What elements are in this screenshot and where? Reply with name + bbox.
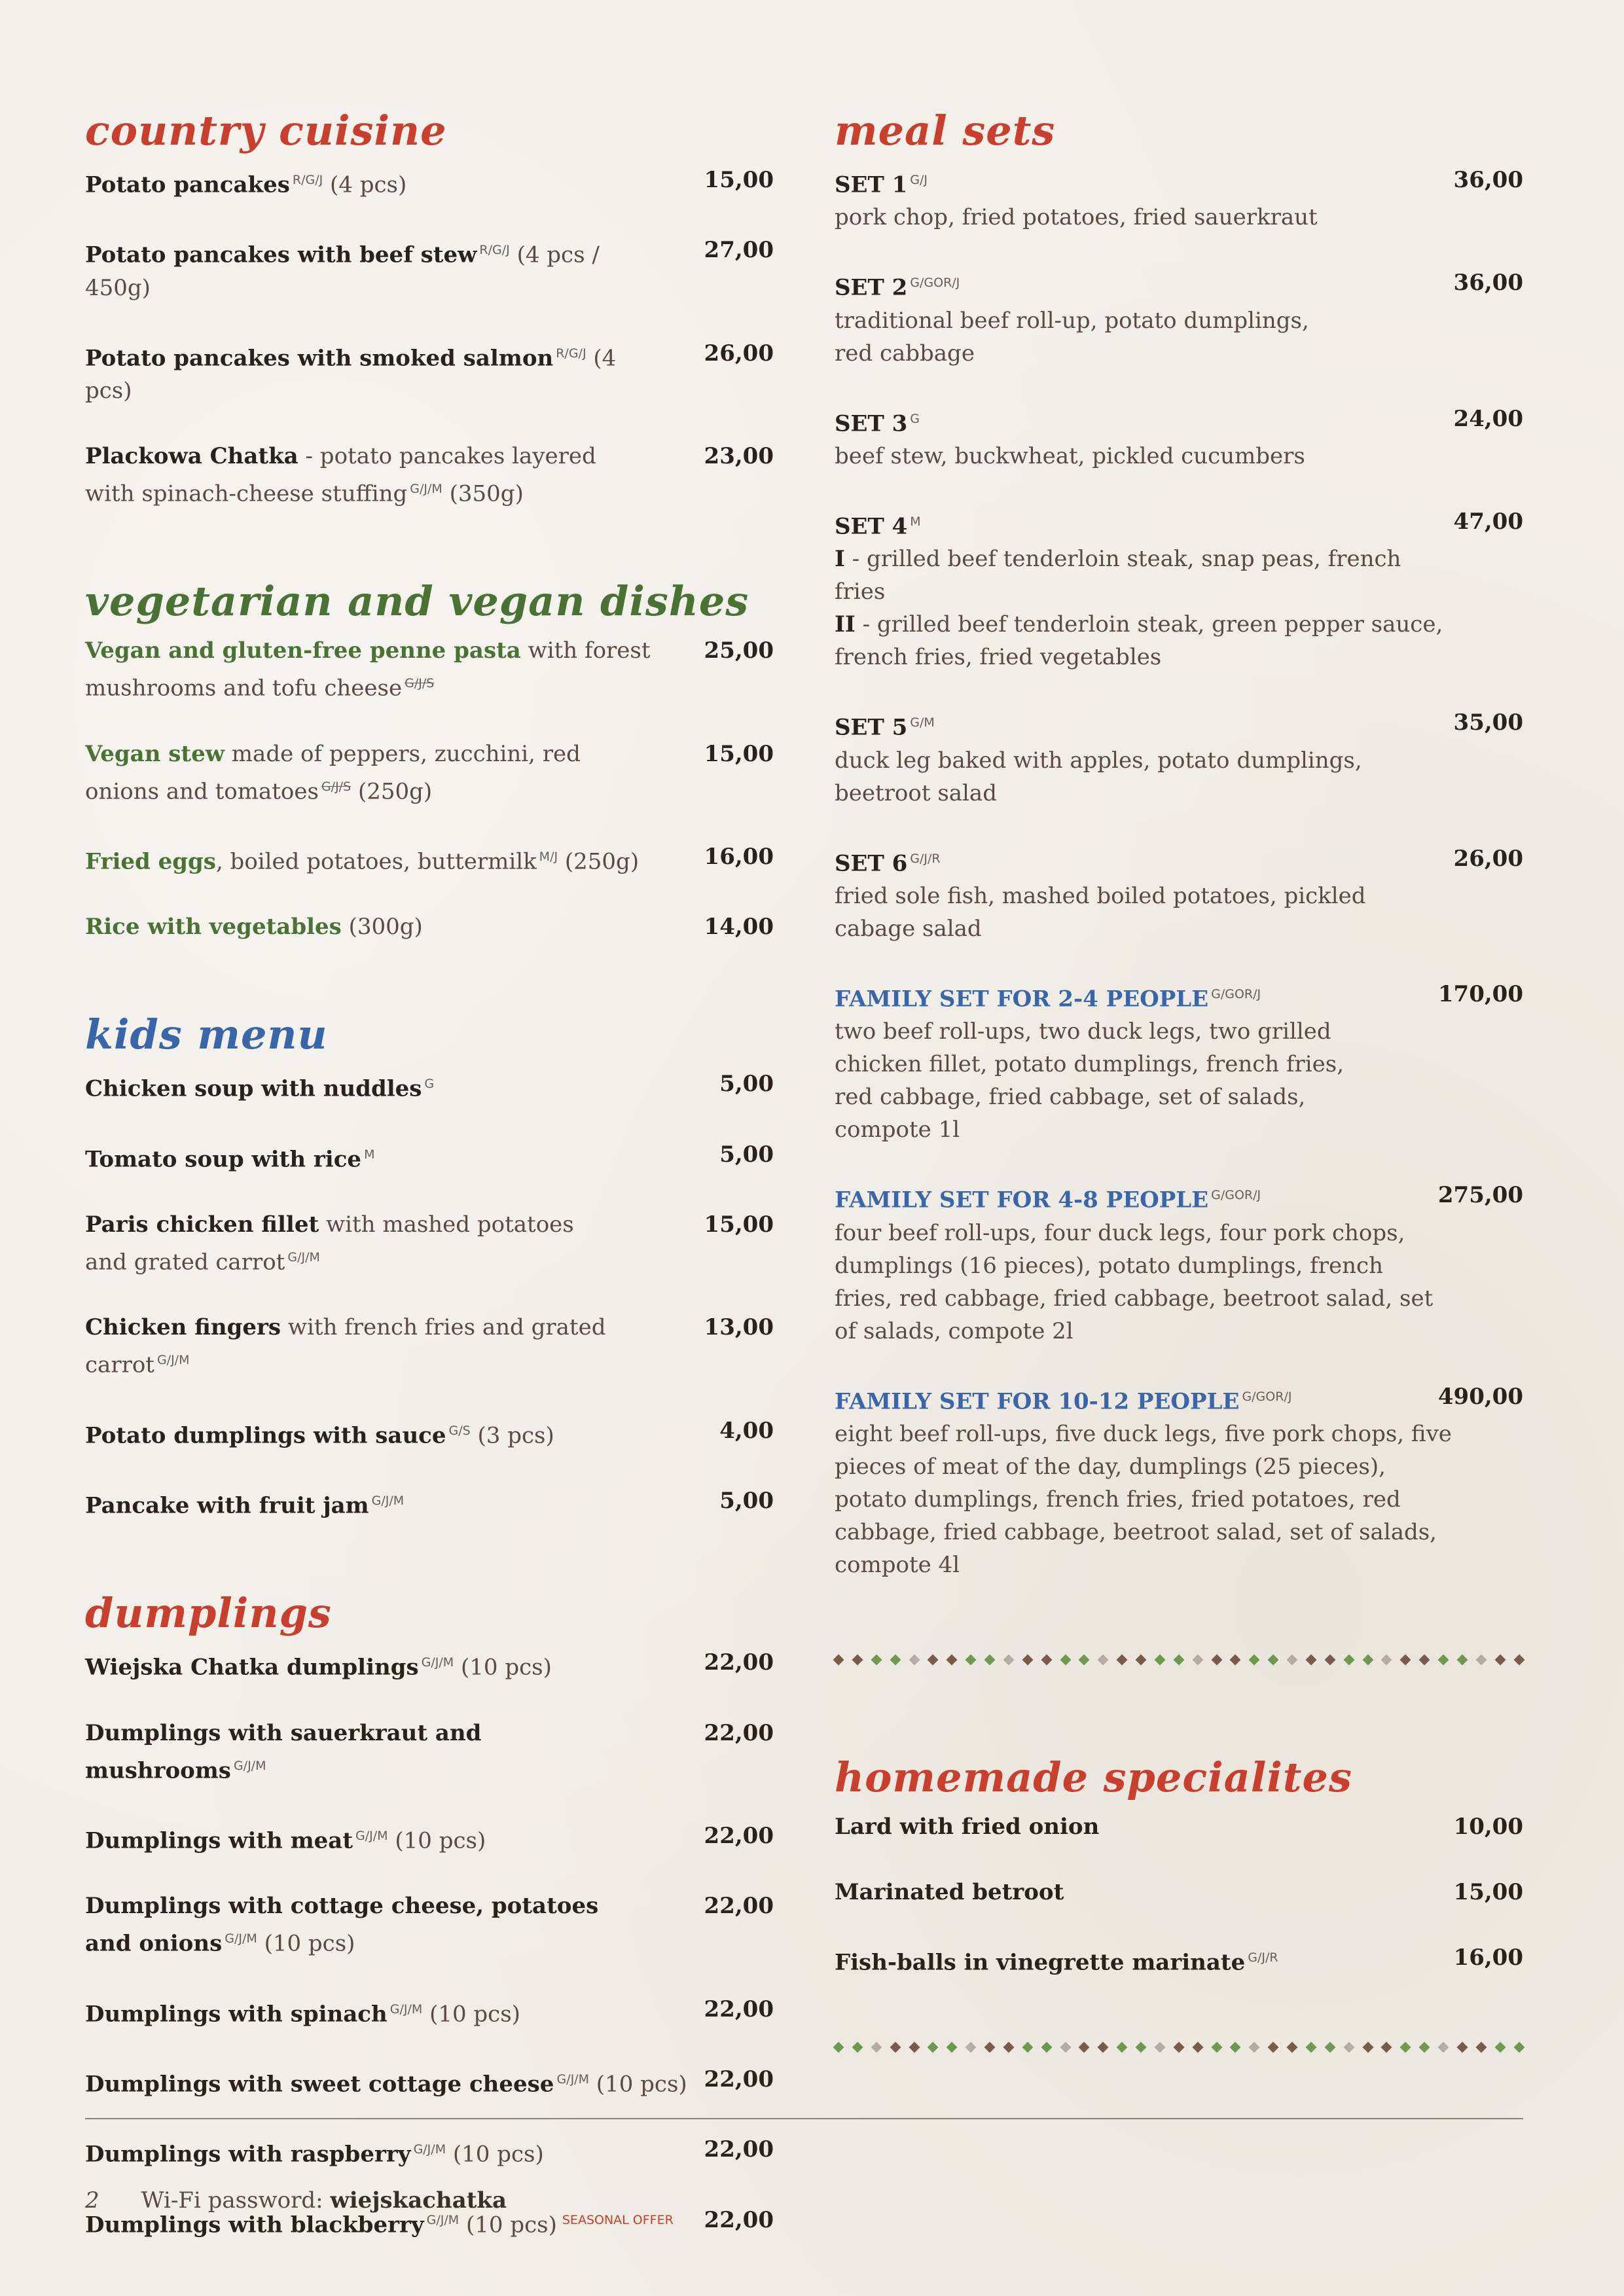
diamond-ornament <box>871 1654 882 1665</box>
item-qty: (4 pcs) <box>85 344 617 404</box>
item-price: 22,00 <box>704 1893 774 1920</box>
diamond-ornament <box>1079 2042 1090 2053</box>
section-title-meal-sets: meal sets <box>835 107 1056 154</box>
item-qty: (10 pcs) <box>466 2211 557 2238</box>
menu-item <box>85 1646 774 1683</box>
family-set-item <box>835 978 1523 1146</box>
item-name: Potato dumplings with sauce <box>85 1422 446 1448</box>
seasonal-offer-badge: SEASONAL OFFER <box>562 2212 674 2227</box>
item-price: 170,00 <box>1437 980 1523 1007</box>
item-desc-option-2: - grilled beef tenderloin steak, green pepper sauce, french fries, fried vegetables <box>835 611 1443 671</box>
allergens: G/GOR/J <box>1211 1188 1261 1203</box>
item-name: SET 4 <box>835 513 908 540</box>
allergens: R/G/J <box>479 243 510 258</box>
meal-set-item <box>835 706 1523 809</box>
diamond-ornament <box>1173 2042 1184 2053</box>
section-title-vegetarian: vegetarian and vegan dishes <box>85 577 749 626</box>
diamond-ornament <box>833 1654 844 1665</box>
item-price: 22,00 <box>704 2206 774 2233</box>
diamond-ornament <box>833 2042 844 2053</box>
item-price: 47,00 <box>1453 508 1523 535</box>
diamond-ornament <box>1230 2042 1241 2053</box>
family-set-item <box>835 1179 1523 1347</box>
item-name: Vegan and gluten-free penne pasta <box>85 637 521 664</box>
item-price: 15,00 <box>704 740 774 767</box>
item-price: 5,00 <box>719 1487 774 1514</box>
item-name: Dumplings with raspberry <box>85 2141 411 2168</box>
diamond-ornament <box>1098 2042 1109 2053</box>
meal-set-item <box>835 164 1523 234</box>
diamond-ornament <box>1022 1654 1033 1665</box>
item-qty: (10 pcs) <box>452 2141 544 2168</box>
diamond-ornament <box>1287 1654 1298 1665</box>
allergens: M <box>364 1147 375 1162</box>
item-price: 4,00 <box>719 1417 774 1444</box>
diamond-ornament <box>1173 1654 1184 1665</box>
diamond-ornament <box>1041 1654 1052 1665</box>
item-qty: (10 pcs) <box>461 1654 552 1681</box>
diamond-ornament <box>871 2042 882 2053</box>
item-name: SET 6 <box>835 850 908 876</box>
item-name: Dumplings with blackberry <box>85 2211 424 2238</box>
item-desc: beef stew, buckwheat, pickled cucumbers <box>835 442 1305 469</box>
menu-item <box>85 1138 774 1175</box>
diamond-ornament <box>1136 1654 1147 1665</box>
diamond-ornament <box>1268 2042 1279 2053</box>
item-name: Potato pancakes with smoked salmon <box>85 344 554 371</box>
diamond-ornament <box>1343 1654 1354 1665</box>
item-price: 22,00 <box>704 2066 774 2092</box>
menu-item <box>835 1876 1523 1909</box>
item-price: 490,00 <box>1437 1383 1523 1410</box>
item-desc: made of peppers, zucchini, red onions and tomatoes <box>85 740 581 804</box>
item-qty: (250g) <box>357 778 433 804</box>
diamond-ornament <box>1136 2042 1147 2053</box>
diamond-ornament <box>1154 1654 1165 1665</box>
diamond-ornament <box>965 2042 977 2053</box>
item-price: 25,00 <box>704 637 774 664</box>
menu-item <box>85 910 774 943</box>
allergens: G/J/M <box>426 2212 460 2227</box>
item-desc: , boiled potatoes, buttermilk <box>215 848 537 875</box>
item-qty: (10 pcs) <box>395 1827 486 1854</box>
item-name: FAMILY SET FOR 10-12 PEOPLE <box>835 1388 1240 1414</box>
item-name: Chicken fingers <box>85 1314 281 1341</box>
allergens: G/J/M <box>355 1828 388 1843</box>
diamond-ornament <box>984 1654 996 1665</box>
diamond-ornament <box>1249 1654 1260 1665</box>
diamond-ornament <box>1022 2042 1033 2053</box>
item-price: 27,00 <box>704 237 774 264</box>
diamond-ornament <box>1117 1654 1128 1665</box>
diamond-ornament <box>1305 2042 1316 2053</box>
item-price: 5,00 <box>719 1141 774 1168</box>
diamond-ornament <box>1211 2042 1222 2053</box>
item-name: Potato pancakes <box>85 171 290 198</box>
menu-item <box>85 738 774 808</box>
diamond-ornament <box>1381 2042 1392 2053</box>
decorative-divider <box>835 2041 1523 2054</box>
item-desc: fried sole fish, mashed boiled potatoes, pickled cabage salad <box>835 882 1366 942</box>
menu-item <box>85 164 774 201</box>
diamond-ornament <box>1117 2042 1128 2053</box>
diamond-ornament <box>890 1654 901 1665</box>
diamond-ornament <box>947 1654 958 1665</box>
allergens: G/J/R <box>1248 1950 1278 1965</box>
item-desc: four beef roll-ups, four duck legs, four pork chops, dumplings (16 pieces), potato dumplings, french fries, red cabbage, fried cabbage, beetroot salad, set of salads, compote 2l <box>835 1219 1434 1344</box>
item-desc: eight beef roll-ups, five duck legs, five pork chops, five pieces of meat of the day, dumplings (25 pieces), potato dumplings, french fries, fried potatoes, red cabbage, fried cabbage, beetroot salad, set of salads, compote 4l <box>835 1420 1452 1578</box>
allergens: G/GOR/J <box>1211 986 1261 1001</box>
meal-set-item <box>835 842 1523 945</box>
item-price: 22,00 <box>704 1996 774 2022</box>
diamond-ornament <box>1249 2042 1260 2053</box>
allergens: G/J/M <box>389 2001 423 2017</box>
diamond-ornament <box>1494 2042 1506 2053</box>
allergens: G/J/M <box>556 2072 589 2087</box>
item-price: 35,00 <box>1453 709 1523 736</box>
item-price: 15,00 <box>1453 1878 1523 1905</box>
item-price: 22,00 <box>704 1649 774 1676</box>
diamond-ornament <box>1192 1654 1203 1665</box>
item-name: Vegan stew <box>85 740 225 767</box>
diamond-ornament <box>965 1654 977 1665</box>
decorative-divider <box>835 1653 1523 1666</box>
item-price: 5,00 <box>719 1071 774 1098</box>
item-desc: pork chop, fried potatoes, fried sauerkraut <box>835 204 1318 231</box>
diamond-ornament <box>1362 1654 1373 1665</box>
allergens: G/J/M <box>421 1655 454 1670</box>
item-name: Pancake with fruit jam <box>85 1492 369 1519</box>
diamond-ornament <box>928 2042 939 2053</box>
diamond-ornament <box>890 2042 901 2053</box>
menu-item <box>85 1414 774 1452</box>
item-name: Wiejska Chatka dumplings <box>85 1654 419 1681</box>
item-name: Dumplings with cottage cheese, potatoes and onions <box>85 1893 599 1957</box>
allergens: G/S <box>448 1423 471 1438</box>
menu-item <box>85 1717 774 1787</box>
diamond-ornament <box>1475 1654 1487 1665</box>
allergens: G/J/S <box>405 676 435 691</box>
item-desc: with forest mushrooms and tofu cheese <box>85 637 651 702</box>
item-name: Potato pancakes with beef stew <box>85 242 477 268</box>
item-name: SET 3 <box>835 410 908 437</box>
footer-divider <box>85 2118 1523 2119</box>
menu-item <box>85 1890 774 1960</box>
item-price: 14,00 <box>704 914 774 941</box>
allergens: G/J/M <box>410 481 442 496</box>
item-name: Dumplings with sauerkraut and mushrooms <box>85 1719 482 1784</box>
allergens: G/GOR/J <box>910 276 960 291</box>
item-price: 16,00 <box>1453 1944 1523 1971</box>
item-name: FAMILY SET FOR 2-4 PEOPLE <box>835 986 1209 1013</box>
section-title-country-cuisine: country cuisine <box>85 107 447 154</box>
allergens: G/J/M <box>371 1493 405 1508</box>
section-title-dumplings: dumplings <box>85 1589 332 1638</box>
menu-item <box>85 234 774 304</box>
diamond-ornament <box>1324 1654 1335 1665</box>
meal-set-item <box>835 403 1523 473</box>
item-name: Lard with fried onion <box>835 1813 1100 1840</box>
menu-item <box>85 634 774 704</box>
diamond-ornament <box>1003 1654 1014 1665</box>
allergens: G <box>910 411 920 426</box>
menu-item <box>85 440 774 510</box>
menu-item <box>85 2063 774 2100</box>
wifi-label: Wi-Fi password: <box>141 2187 331 2214</box>
diamond-ornament <box>1154 2042 1165 2053</box>
item-desc: two beef roll-ups, two duck legs, two grilled chicken fillet, potato dumplings, french fries, red cabbage, fried cabbage, set of salads, compote 1l <box>835 1018 1344 1143</box>
section-title-homemade: homemade specialites <box>835 1753 1352 1801</box>
item-name: Fish-balls in vinegrette marinate <box>835 1949 1246 1976</box>
diamond-ornament <box>1400 2042 1411 2053</box>
diamond-ornament <box>1362 2042 1373 2053</box>
menu-item <box>85 1993 774 2030</box>
diamond-ornament <box>1513 2042 1525 2053</box>
item-qty: (350g) <box>449 480 524 507</box>
item-desc: traditional beef roll-up, potato dumplings, red cabbage <box>835 307 1309 367</box>
menu-item <box>85 337 774 407</box>
item-name: Chicken soup with nuddles <box>85 1075 422 1102</box>
item-price: 275,00 <box>1437 1182 1523 1209</box>
menu-item <box>835 1810 1523 1843</box>
item-price: 16,00 <box>704 843 774 870</box>
item-price: 22,00 <box>704 2136 774 2163</box>
diamond-ornament <box>909 1654 920 1665</box>
menu-item <box>85 1067 774 1105</box>
item-desc: with french fries and grated carrot <box>85 1314 606 1378</box>
allergens: G/J <box>910 173 928 187</box>
diamond-ornament <box>1343 2042 1354 2053</box>
menu-item <box>85 2133 774 2170</box>
diamond-ornament <box>1230 1654 1241 1665</box>
diamond-ornament <box>984 2042 996 2053</box>
diamond-ornament <box>947 2042 958 2053</box>
diamond-ornament <box>1098 1654 1109 1665</box>
diamond-ornament <box>1041 2042 1052 2053</box>
item-name: SET 1 <box>835 171 908 198</box>
item-price: 15,00 <box>704 167 774 193</box>
allergens: G/J/M <box>225 1931 257 1946</box>
item-price: 10,00 <box>1453 1813 1523 1840</box>
diamond-ornament <box>1060 2042 1071 2053</box>
item-name: SET 5 <box>835 714 908 741</box>
item-price: 13,00 <box>704 1314 774 1341</box>
diamond-ornament <box>1192 2042 1203 2053</box>
family-set-item <box>835 1380 1523 1581</box>
diamond-ornament <box>1419 2042 1430 2053</box>
item-name: Paris chicken fillet <box>85 1211 319 1238</box>
diamond-ornament <box>1419 1654 1430 1665</box>
item-qty: (10 pcs) <box>264 1930 355 1957</box>
allergens: G/J/R <box>910 851 941 866</box>
menu-item <box>85 1820 774 1857</box>
allergens: G/J/S <box>321 779 352 794</box>
item-desc: duck leg baked with apples, potato dumplings, beetroot salad <box>835 747 1362 806</box>
diamond-ornament <box>1324 2042 1335 2053</box>
menu-item <box>85 840 774 878</box>
item-qty: (250g) <box>564 848 640 875</box>
item-price: 26,00 <box>704 340 774 367</box>
allergens: G/GOR/J <box>1242 1389 1292 1404</box>
right-column <box>835 105 1523 2054</box>
diamond-ornament <box>1456 1654 1468 1665</box>
item-name: Plackowa Chatka <box>85 442 298 469</box>
diamond-ornament <box>1381 1654 1392 1665</box>
allergens: G/J/M <box>287 1249 320 1265</box>
diamond-ornament <box>928 1654 939 1665</box>
diamond-ornament <box>1268 1654 1279 1665</box>
item-price: 22,00 <box>704 1822 774 1849</box>
diamond-ornament <box>1079 1654 1090 1665</box>
item-name: FAMILY SET FOR 4-8 PEOPLE <box>835 1187 1209 1213</box>
menu-item <box>85 1311 774 1381</box>
option-mark-ii: II <box>835 611 856 638</box>
item-name: Rice with vegetables <box>85 914 342 941</box>
item-price: 15,00 <box>704 1211 774 1238</box>
diamond-ornament <box>852 1654 863 1665</box>
page-number: 2 <box>85 2187 99 2214</box>
meal-set-item <box>835 266 1523 369</box>
item-desc: with mashed potatoes and grated carrot <box>85 1211 574 1276</box>
item-price: 22,00 <box>704 1719 774 1746</box>
item-name: Dumplings with meat <box>85 1827 353 1854</box>
item-name: Marinated betroot <box>835 1878 1064 1905</box>
item-desc: - potato pancakes layered with spinach-cheese stuffing <box>85 442 596 507</box>
item-price: 36,00 <box>1453 270 1523 296</box>
menu-item <box>835 1941 1523 1979</box>
footer <box>85 2187 507 2214</box>
item-price: 26,00 <box>1453 845 1523 872</box>
diamond-ornament <box>852 2042 863 2053</box>
item-desc-option-1: - grilled beef tenderloin steak, snap peas, french fries <box>835 546 1401 605</box>
left-column <box>85 105 774 2241</box>
item-price: 36,00 <box>1453 167 1523 193</box>
option-mark-i: I <box>835 546 845 573</box>
allergens: R/G/J <box>292 173 323 187</box>
item-price: 23,00 <box>704 442 774 469</box>
item-name: Tomato soup with rice <box>85 1145 362 1172</box>
item-qty: (10 pcs) <box>429 2000 520 2027</box>
diamond-ornament <box>1211 1654 1222 1665</box>
allergens: G/J/M <box>156 1353 190 1368</box>
diamond-ornament <box>1513 1654 1525 1665</box>
wifi-password: wiejskachatka <box>330 2187 507 2214</box>
item-qty: (10 pcs) <box>596 2071 687 2098</box>
allergens: M <box>910 514 921 529</box>
diamond-ornament <box>1494 1654 1506 1665</box>
item-qty: (300g) <box>348 914 423 941</box>
diamond-ornament <box>1287 2042 1298 2053</box>
item-qty: (4 pcs / 450g) <box>85 242 600 301</box>
allergens: M/J <box>539 849 558 864</box>
diamond-ornament <box>1305 1654 1316 1665</box>
allergens: G/J/M <box>233 1758 266 1773</box>
diamond-ornament <box>1475 2042 1487 2053</box>
item-name: Dumplings with spinach <box>85 2000 388 2027</box>
diamond-ornament <box>1400 1654 1411 1665</box>
diamond-ornament <box>909 2042 920 2053</box>
allergens: G/M <box>910 715 935 730</box>
allergens: G/J/M <box>413 2142 446 2157</box>
item-price: 24,00 <box>1453 405 1523 432</box>
section-title-kids-menu: kids menu <box>85 1011 328 1059</box>
meal-set-item <box>835 505 1523 673</box>
item-name: Dumplings with sweet cottage cheese <box>85 2071 554 2098</box>
menu-item <box>85 1484 774 1522</box>
item-qty: (4 pcs) <box>330 171 407 198</box>
diamond-ornament <box>1456 2042 1468 2053</box>
item-name: SET 2 <box>835 274 908 301</box>
allergens: R/G/J <box>556 346 586 361</box>
diamond-ornament <box>1003 2042 1014 2053</box>
menu-item <box>85 1208 774 1278</box>
diamond-ornament <box>1060 1654 1071 1665</box>
item-qty: (3 pcs) <box>477 1422 554 1448</box>
allergens: G <box>424 1077 435 1092</box>
diamond-ornament <box>1438 2042 1449 2053</box>
diamond-ornament <box>1438 1654 1449 1665</box>
item-name: Fried eggs <box>85 848 216 875</box>
